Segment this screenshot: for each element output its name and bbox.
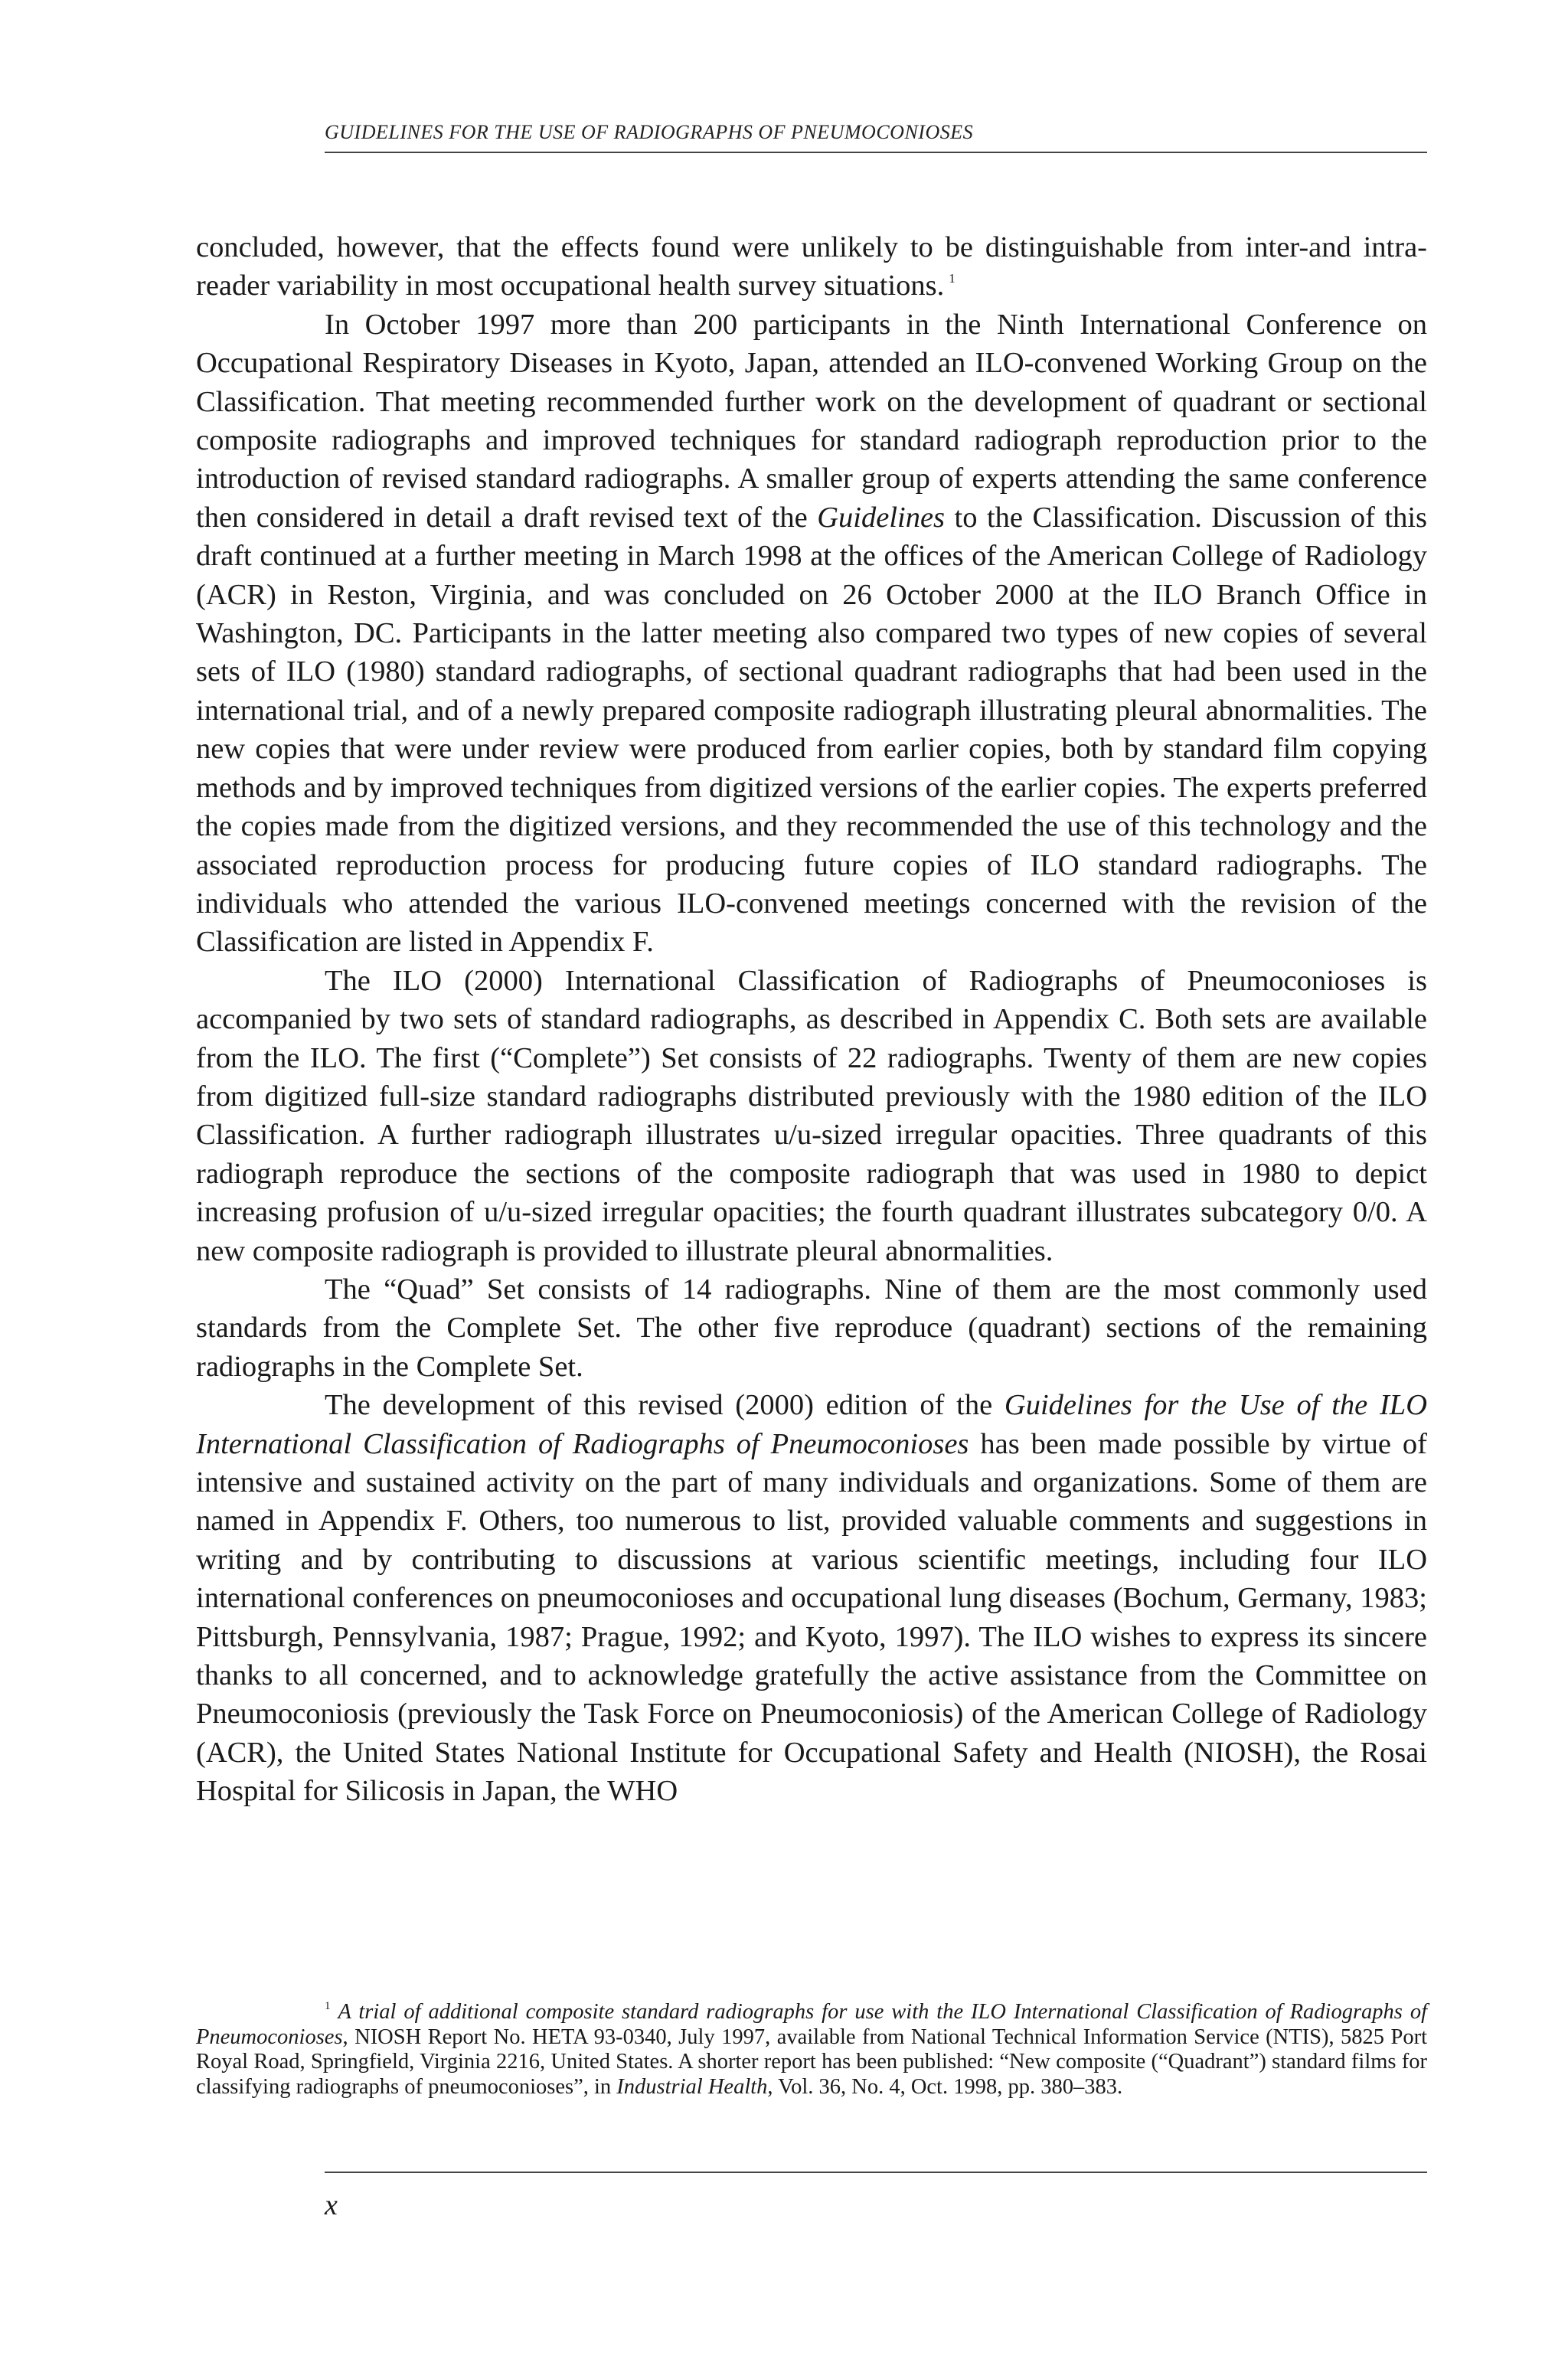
paragraph-2-rest: to the Classification. Discussion of this draft continued at a further meeting in March 1998 at the offices of the American College of Radiology (ACR) in Reston, Virginia, and was concluded on 26 October 2000 at the ILO Branch Office in Washington, DC. Participants in the latter meeting also compared two types of new copies of several sets of ILO (1980) standard radiographs, of sectional quadrant radiographs that had been used in the international trial, and of a newly prepared composite radiograph illustrating pleural abnormalities. The new copies that were under review were produced from earlier copies, both by standard film copying methods and by improved techniques from digitized versions of the earlier copies. The experts preferred the copies made from the digitized versions, and they recommended the use of this technology and the associated reproduction process for producing future copies of ILO standard radiographs. The individuals who attended the various ILO-convened meetings concerned with the revision of the Classification are listed in Appendix F. xyxy=(196,501,1428,959)
paragraph-1 xyxy=(196,228,1427,306)
footnote-reference: 1 xyxy=(949,271,956,286)
header-rule xyxy=(325,152,1427,153)
footnote-tail: , Vol. 36, No. 4, Oct. 1998, pp. 380–383. xyxy=(767,2074,1123,2099)
guidelines-title-italic: Guidelines for the Use of the ILO International Classification of Radiographs of Pneumoconioses xyxy=(196,1389,1428,1460)
footnote-text: , NIOSH Report No. HETA 93-0340, July 1997, available from National Technical Information Service (NTIS), 5825 Port Royal Road, Springfield, Virginia 2216, United States. A shorter report has been published: “New composite (“Quadrant”) standard films for classifying radiographs of pneumoconioses”, in xyxy=(196,2025,1427,2099)
footnote-report-title: A trial of additional composite standard radiographs for use with the ILO International Classification of Radiographs of Pneumoconioses xyxy=(196,2000,1427,2049)
guidelines-italic: Guidelines xyxy=(817,501,946,534)
paragraph-5 xyxy=(196,1386,1427,1810)
paragraph-1-text: concluded, however, that the effects found were unlikely to be distinguishable from inter-and intra-reader variability in most occupational health survey situations. xyxy=(196,231,1427,302)
footnote-paragraph xyxy=(196,2000,1427,2100)
main-text xyxy=(196,228,1427,1811)
footnote xyxy=(196,2000,1427,2100)
paragraph-4: The “Quad” Set consists of 14 radiographs. Nine of them are the most commonly used standards from the Complete Set. The other five reproduce (quadrant) sections of the remaining radiographs in the Complete Set. xyxy=(196,1273,1427,1383)
paragraph-3: The ILO (2000) International Classification of Radiographs of Pneumoconioses is accompanied by two sets of standard radiographs, as described in Appendix C. Both sets are available from the ILO. The first (“Complete”) Set consists of 22 radiographs. Twenty of them are new copies from digitized full-size standard radiographs distributed previously with the 1980 edition of the ILO Classification. A further radiograph illustrates u/u-sized irregular opacities. Three quadrants of this radiograph reproduce the sections of the composite radiograph that was used in 1980 to depict increasing profusion of u/u-sized irregular opacities; the fourth quadrant illustrates subcategory 0/0. A new composite radiograph is provided to illustrate pleural abnormalities. xyxy=(196,964,1427,1267)
paragraph-5-text: The development of this revised (2000) edition of the xyxy=(325,1389,993,1422)
footer-rule xyxy=(325,2172,1427,2173)
footnote-journal: Industrial Health xyxy=(616,2074,768,2099)
paragraph-2 xyxy=(196,306,1427,962)
page-number: x xyxy=(325,2189,338,2221)
footnote-marker: 1 xyxy=(325,2000,331,2012)
running-header: GUIDELINES FOR THE USE OF RADIOGRAPHS OF PNEUMOCONIOSES xyxy=(325,121,974,143)
paragraph-2-text: In October 1997 more than 200 participants in the Ninth International Conference on Occupational Respiratory Diseases in Kyoto, Japan, attended an ILO-convened Working Group on the Classification. That meeting recommended further work on the development of quadrant or sectional composite radiographs and improved techniques for standard radiograph reproduction prior to the introduction of revised standard radiographs. A smaller group of experts attending the same conference then considered in detail a draft revised text of the xyxy=(196,308,1427,534)
paragraph-5-rest: has been made possible by virtue of intensive and sustained activity on the part of many individuals and organizations. Some of them are named in Appendix F. Others, too numerous to list, provided valuable comments and suggestions in writing and by contributing to discussions at various scientific meetings, including four ILO international conferences on pneumoconioses and occupational lung diseases (Bochum, Germany, 1983; Pittsburgh, Pennsylvania, 1987; Prague, 1992; and Kyoto, 1997). The ILO wishes to express its sincere thanks to all concerned, and to acknowledge gratefully the active assistance from the Committee on Pneumoconiosis (previously the Task Force on Pneumoconiosis) of the American College of Radiology (ACR), the United States National Institute for Occupational Safety and Health (NIOSH), the Rosai Hospital for Silicosis in Japan, the WHO xyxy=(196,1427,1427,1808)
